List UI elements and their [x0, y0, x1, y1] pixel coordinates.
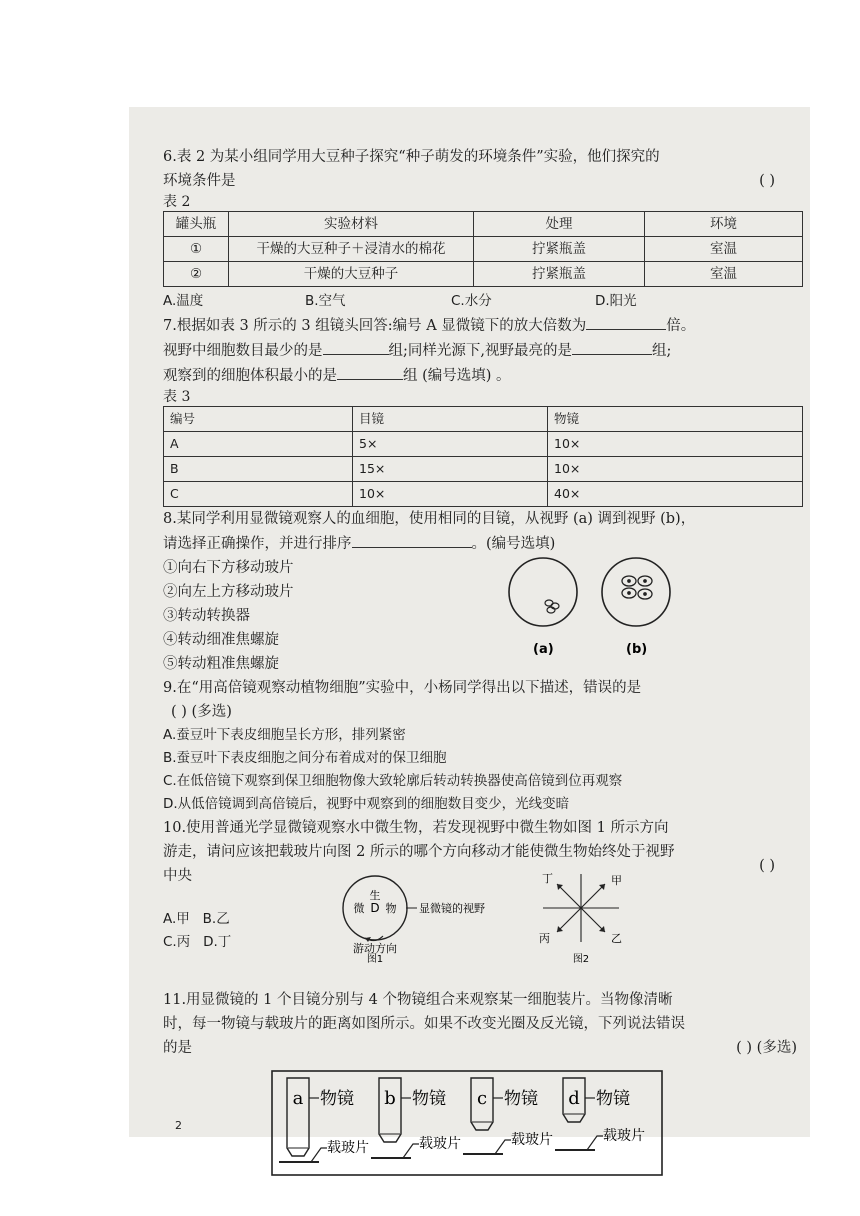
table3-header-row [164, 407, 803, 432]
fig1-char-sheng: 生 [369, 889, 381, 902]
objective-lens-letter: c [476, 1088, 488, 1109]
q10-options-row1 [163, 908, 231, 931]
q11-line2: 时，每一物镜与载玻片的距离如图所示。如果不改变光圈及反光镜，下列说法错误 [163, 1016, 685, 1032]
slide-label: 载玻片 [603, 1128, 645, 1144]
table-row [164, 237, 803, 262]
q7-blank-smallest-cells[interactable] [337, 363, 403, 380]
fig1-direction-label: 游动方向 [353, 942, 397, 955]
q7-text: 7.根据如表 3 所示的 3 组镜头回答:编号 A 显微镜下的放大倍数为 [163, 318, 587, 334]
q8-step: ④转动细准焦螺旋 [163, 632, 279, 648]
q8-step: ⑤转动粗准焦螺旋 [163, 656, 279, 672]
q10-text: 中央 [163, 868, 192, 884]
objective-lens-letter: d [568, 1088, 580, 1109]
q8-step: ③转动转换器 [163, 608, 250, 624]
table3-cell: 5× [353, 432, 548, 457]
slide-label-leader [403, 1144, 419, 1158]
objective-label: 物镜 [504, 1089, 538, 1109]
slide-label: 载玻片 [327, 1140, 369, 1156]
q6-options [163, 289, 803, 313]
q11-line3 [163, 1036, 803, 1060]
table3-header: 编号 [164, 407, 353, 432]
q10-option-d: D.丁 [203, 934, 232, 950]
table2-cell: ① [164, 237, 229, 262]
table2-caption: 表 2 [163, 194, 191, 210]
q9-option-a: A.蚕豆叶下表皮细胞呈长方形，排列紧密 [163, 727, 406, 743]
table3-caption: 表 3 [163, 389, 191, 405]
fig2-label-jia: 甲 [611, 874, 622, 887]
table2-header: 环境 [645, 212, 803, 237]
q10-options-row2 [163, 931, 231, 954]
q8-view-fields-figure [503, 554, 703, 664]
q9-option-c: C.在低倍镜下观察到保卫细胞物像大致轮廓后转动转换器使高倍镜到位再观察 [163, 773, 623, 789]
q9-line1: 9.在“用高倍镜观察动植物细胞”实验中，小杨同学得出以下描述，错误的是 [163, 680, 642, 696]
table2-cell: 干燥的大豆种子 [229, 262, 474, 287]
q10-option-b: B.乙 [202, 911, 230, 927]
table-row [164, 432, 803, 457]
slide-label-leader [587, 1136, 603, 1150]
q11-text: 的是 [163, 1040, 192, 1056]
table3 [163, 406, 803, 507]
q7-text: 组 (编号选填) 。 [403, 368, 511, 384]
direction-cross-icon [543, 874, 619, 942]
exam-content [163, 145, 803, 1170]
q7-blank-magnification[interactable] [586, 313, 666, 330]
q6-answer-paren: ( ) [759, 173, 775, 189]
q8-text: 。(编号选填) [471, 536, 556, 552]
q6-option-c: C.水分 [451, 293, 492, 309]
q11-line1: 11.用显微镜的 1 个目镜分别与 4 个物镜组合来观察某一细胞装片。当物像清晰 [163, 992, 673, 1008]
q10-line1: 10.使用普通光学显微镜观察水中微生物，若发现视野中微生物如图 1 所示方向 [163, 820, 669, 836]
slide-label-leader [311, 1148, 327, 1162]
table3-cell: 15× [353, 457, 548, 482]
q7-blank-brightest[interactable] [572, 338, 652, 355]
objective-lens-letter: a [292, 1088, 304, 1109]
fig1-char-wei: 微 [353, 902, 365, 915]
q7-text: 视野中细胞数目最少的是 [163, 343, 323, 359]
q10-line2: 游走，请问应该把载玻片向图 2 所示的哪个方向移动才能使微生物始终处于视野 [163, 844, 675, 860]
q6-option-a: A.温度 [163, 293, 204, 309]
blood-cells-small-icon [545, 600, 559, 613]
table2-header: 实验材料 [229, 212, 474, 237]
exam-sheet [129, 107, 810, 1156]
q8-step: ②向左上方移动玻片 [163, 584, 294, 600]
q10-option-c: C.丙 [163, 934, 191, 950]
objective-label: 物镜 [320, 1089, 354, 1109]
q7-line1 [163, 313, 803, 338]
q10-option-a: A.甲 [163, 911, 190, 927]
table2-header: 罐头瓶 [164, 212, 229, 237]
table2-cell: 拧紧瓶盖 [474, 237, 645, 262]
q7-text: 观察到的细胞体积最小的是 [163, 368, 337, 384]
q8-line2 [163, 531, 803, 556]
q10-answer-paren: ( ) [759, 858, 775, 874]
fig2-label-bing: 丙 [539, 932, 550, 945]
fig2-label-yi: 乙 [611, 932, 622, 945]
blood-cells-large-icon [622, 576, 652, 599]
page-number: 2 [175, 1119, 182, 1132]
table2-cell: 拧紧瓶盖 [474, 262, 645, 287]
view-field-b-label: (b) [626, 642, 648, 657]
table3-header: 目镜 [353, 407, 548, 432]
table2-header: 处理 [474, 212, 645, 237]
fig1-char-d: D [370, 901, 380, 915]
fig1-char-wu: 物 [385, 902, 397, 915]
slide-label-leader [495, 1140, 511, 1154]
q7-blank-fewest-cells[interactable] [323, 338, 389, 355]
fig2-label-ding: 丁 [542, 872, 553, 885]
q8-line1: 8.某同学利用显微镜观察人的血细胞，使用相同的目镜，从视野 (a) 调到视野 (b)， [163, 511, 696, 527]
q7-text: 组;同样光源下,视野最亮的是 [388, 343, 572, 359]
table2 [163, 211, 803, 287]
objective-lens-letter: b [384, 1088, 396, 1109]
table3-cell: C [164, 482, 353, 507]
table3-cell: A [164, 432, 353, 457]
table3-cell: 40× [548, 482, 803, 507]
fig1-caption: 图1 [366, 954, 384, 965]
q6-line1: 6.表 2 为某小组同学用大豆种子探究“种子萌发的环境条件”实验，他们探究的 [163, 149, 660, 165]
view-field-a-label: (a) [533, 642, 554, 657]
q10-options [163, 908, 231, 954]
q8-body [163, 556, 803, 676]
table3-cell: 10× [353, 482, 548, 507]
q6-option-b: B.空气 [305, 293, 346, 309]
table-row [164, 457, 803, 482]
q9-option-b: B.蚕豆叶下表皮细胞之间分布着成对的保卫细胞 [163, 750, 447, 766]
q8-blank-order[interactable] [352, 531, 472, 548]
q11-objective-figure [271, 1070, 671, 1180]
table2-cell: ② [164, 262, 229, 287]
q6-option-d: D.阳光 [595, 293, 637, 309]
q8-steps [163, 556, 803, 676]
table-row [164, 262, 803, 287]
slide-label: 载玻片 [511, 1132, 553, 1148]
fig2-caption: 图2 [572, 954, 590, 965]
q10-figures [323, 866, 783, 965]
q7-text: 倍。 [666, 318, 696, 334]
q7-line3 [163, 363, 803, 388]
objective-label: 物镜 [412, 1089, 446, 1109]
q8-step: ①向右下方移动玻片 [163, 560, 294, 576]
q7-line2 [163, 338, 803, 363]
table3-cell: B [164, 457, 353, 482]
q8-text: 请选择正确操作，并进行排序 [163, 536, 352, 552]
table3-cell: 10× [548, 457, 803, 482]
q9-line2: ( ) (多选) [171, 704, 232, 720]
table2-cell: 干燥的大豆种子＋浸清水的棉花 [229, 237, 474, 262]
objective-label: 物镜 [596, 1089, 630, 1109]
table2-cell: 室温 [645, 262, 803, 287]
q7-text: 组; [652, 343, 672, 359]
q11-figure-frame [272, 1071, 662, 1175]
table3-header: 物镜 [548, 407, 803, 432]
fig1-field-label: 显微镜的视野 [419, 902, 485, 915]
q11-answer-paren: ( ) (多选) [736, 1040, 797, 1056]
table3-cell: 10× [548, 432, 803, 457]
q6-line2 [163, 169, 803, 193]
table2-cell: 室温 [645, 237, 803, 262]
view-field-a [509, 558, 577, 626]
q6-stem-end: 环境条件是 [163, 173, 236, 189]
q9-option-d: D.从低倍镜调到高倍镜后，视野中观察到的细胞数目变少，光线变暗 [163, 796, 570, 812]
table2-header-row [164, 212, 803, 237]
table-row [164, 482, 803, 507]
slide-label: 载玻片 [419, 1136, 461, 1152]
